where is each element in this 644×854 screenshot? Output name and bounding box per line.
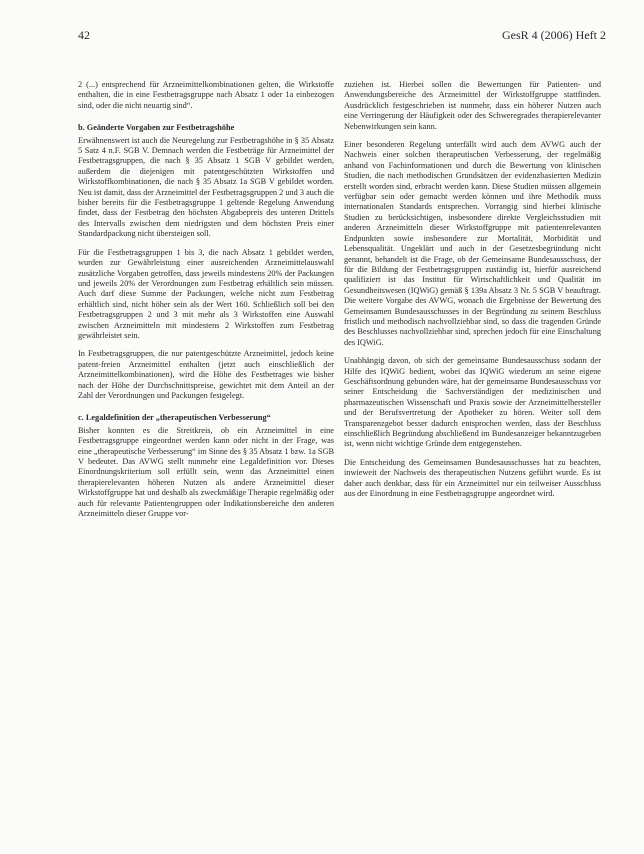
paragraph: Unabhängig davon, ob sich der gemeinsame Bundesausschuss sodann der Hilfe des IQWiG bedient, wobei das IQWiG wiederum an seine eigene Geschäftsordnung gebunden wäre, hat der gemeinsame Bundesausschuss vor seiner Entscheidung die Sachverständigen der medizinischen und pharmazeutischen Wissenschaft und Praxis sowie der Arzneimittelhersteller und der Berufsvertretung der Apotheker zu hören. Weiter soll dem Transparenzgebot besser dadurch entsprochen werden, dass der Beschluss einschließlich Begründung abschließend im Bundesanzeiger bekanntzugeben ist, wenn nicht wichtige Gründe dem entgegenstehen. bbox=[344, 356, 601, 449]
page-number: 42 bbox=[78, 28, 90, 42]
right-column bbox=[344, 80, 601, 507]
paragraph: Einer besonderen Regelung unterfällt wird auch dem AVWG auch der Nachweis einer solchen therapeutischen Verbesserung, der regelmäßig anhand von Fachinformationen und durch die Bewertung von klinischen Studien, die nach methodischen Grundsätzen der evidenzbasierten Medizin erstellt worden sind, erbracht werden kann. Diese Studien müssen allgemein verfügbar sein oder gemacht werden können und ihre Methodik muss internationalen Standards entsprechen. Vorrangig sind hierbei klinische Studien zu berücksichtigen, insbesondere direkte Vergleichsstudien mit anderen Arzneimitteln dieser Wirkstoffgruppe mit patientenrelevanten Endpunkten sowie insbesondere zur Mortalität, Morbidität und Lebensqualität. Ungeklärt und auch in der Gesetzesbegründung nicht genannt, behandelt ist die Frage, ob der Gemeinsame Bundesausschuss, der für die Bildung der Festbetragsgruppen zuständig ist, hierfür ausreichend qualifiziert ist das Institut für Wirtschaftlichkeit und Qualität im Gesundheitswesen (IQWiG) gemäß § 139a Absatz 3 Nr. 5 SGB V beauftragt. Die weitere Vorgabe des AVWG, wonach die Ergebnisse der Bewertung des Gemeinsamen Bundesausschusses in der Begründung zu seinem Beschluss fristlich und methodisch nachvollziehbar sind, so dass die tragenden Gründe des Beschlusses nachvollziehbar sind, sprechen jedoch für eine Einschaltung des IQWiG. bbox=[344, 140, 601, 347]
paragraph: In Festbetragsgruppen, die nur patentgeschützte Arzneimittel, jedoch keine patent-freien Arzneimittel enthalten (jetzt auch einschließlich der Arzneimittelkombinationen), wird die Höhe des Festbetrages wie bisher nach der Höhe der Durchschnittspreise, gewichtet mit dem Anteil an der Zahl der Verordnungen und Packungen festgelegt. bbox=[78, 349, 334, 400]
paragraph: 2 (...) entsprechend für Arzneimittelkombinationen gelten, die Wirkstoffe enthalten, die in eine Festbetragsgruppe nach Absatz 1 oder 1a einbezogen sind, oder die nicht neuartig sind“. bbox=[78, 80, 334, 110]
paragraph: zuziehen ist. Hierbei sollen die Bewertungen für Patienten- und Anwendungsbereiche des Arzneimittel der Wirkstoffgruppe stattfinden. Ausdrücklich festgeschrieben ist nunmehr, dass ein höherer Nutzen auch eine Verringerung der Häufigkeit oder des Schweregrades therapierelevanter Nebenwirkungen sein kann. bbox=[344, 80, 601, 131]
paragraph: Erwähnenswert ist auch die Neuregelung zur Festbetragshöhe in § 35 Absatz 5 Satz 4 n.F. SGB V. Demnach werden die Festbeträge für Arzneimittel der Festbetragsgruppen, die nach § 35 Absatz 1 SGB V gebildet werden, außerdem die diejenigen mit patentgeschützten Wirkstoffen und Wirkstoffkombinationen, die nach § 35 Absatz 1a SGB V gebildet worden. Neu ist damit, dass der Arzneimittel der Festbetragsgruppen 2 und 3 auch die bisher bereits für die Festbetragsgruppe 1 geltende Regelung Anwendung findet, dass der Festbetrag den höchsten Abgabepreis des unteren Drittels des Intervalls zwischen dem niedrigsten und dem höchsten Preis einer Standardpackung nicht übersteigen soll. bbox=[78, 135, 334, 239]
section-heading-b: b. Geänderte Vorgaben zur Festbetragshöhe bbox=[78, 123, 235, 133]
paragraph: Für die Festbetragsgruppen 1 bis 3, die nach Absatz 1 gebildet werden, wurden zur Gewährleistung einer ausreichenden Arzneimittelauswahl zusätzliche Vorgaben getroffen, dass jeweils mindestens 20% der Packungen und jeweils 20% der Verordnungen zum Festbetrag erhältlich sein müssen. Auch darf diese Summe der Packungen, welche nicht zum Festbetrag erhältlich sind, nicht höher sein als der Wert 160. Schließlich soll bei den Festbetragsgruppen 2 und 3 mit mehr als 3 Wirkstoffen eine Auswahl zwischen Arzneimitteln mit mindestens 2 Wirkstoffen zum Festbetrag gewährleistet sein. bbox=[78, 247, 334, 340]
left-column bbox=[78, 80, 334, 527]
section-heading-c: c. Legaldefinition der „therapeutischen Verbesserung“ bbox=[78, 413, 271, 423]
paragraph: Bisher konnten es die Streitkreis, ob ein Arzneimittel in eine Festbetragsgruppe eingeordnet werden kann oder nicht in der Frage, was eine „therapeutische Verbesserung“ im Sinne des § 35 Absatz 1 bzw. 1a SGB V bedeutet. Das AVWG stellt nunmehr eine Legaldefinition vor. Dieses Einordnungskriterium soll erfüllt sein, wenn das Arzneimittel einen therapierelevanten höheren Nutzen als andere Arzneimittel dieser Wirkstoffgruppe hat und deshalb als zweckmäßige Therapie regelmäßig oder auch für relevante Patientengruppen oder Indikationsbereiche den anderen Arzneimitteln dieser Gruppe vor- bbox=[78, 425, 334, 519]
paragraph: Die Entscheidung des Gemeinsamen Bundesausschusses hat zu beachten, inwieweit der Nachweis des therapeutischen Nutzens geführt wurde. Es ist daher auch denkbar, dass für ein Arzneimittel nur ein teilweiser Ausschluss aus der Einordnung in eine Festbetragsgruppe angeordnet wird. bbox=[344, 457, 601, 499]
journal-header: GesR 4 (2006) Heft 2 bbox=[502, 28, 606, 42]
